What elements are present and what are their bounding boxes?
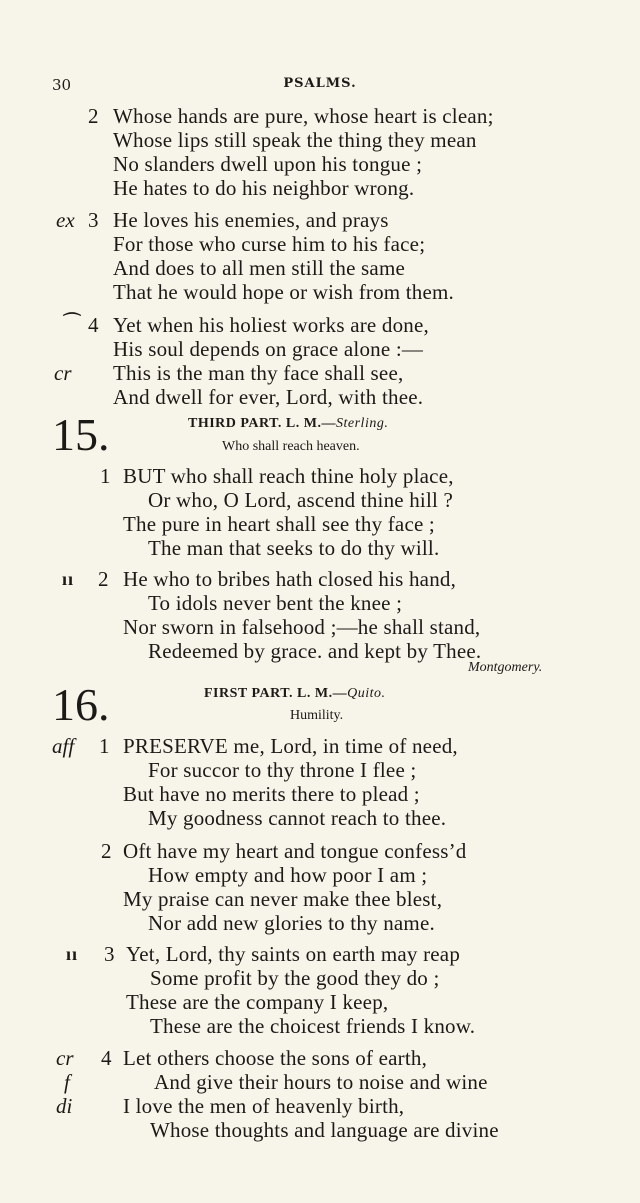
verse-line: This is the man thy face shall see,	[113, 361, 404, 385]
verse-line: I love the men of heavenly birth,	[123, 1094, 405, 1118]
verse-line: No slanders dwell upon his tongue ;	[113, 152, 423, 176]
verse-number: 3	[104, 942, 115, 966]
verse-line: Let others choose the sons of earth,	[123, 1046, 428, 1070]
verse-line: He loves his enemies, and prays	[113, 208, 389, 232]
verse-line: Nor add new glories to thy name.	[148, 911, 435, 935]
running-title: PSALMS.	[283, 76, 357, 91]
verse-line: And give their hours to noise and wine	[154, 1070, 488, 1094]
verse-line: My praise can never make thee blest,	[123, 887, 443, 911]
verse-line: These are the choicest friends I know.	[150, 1014, 476, 1038]
verse-line: Redeemed by grace. and kept by Thee.	[148, 639, 482, 663]
tune-name: Sterling.	[336, 416, 389, 431]
verse-line: Oft have my heart and tongue confess’d	[123, 839, 467, 863]
verse-line: BUT who shall reach thine holy place,	[123, 464, 454, 488]
verse-line: PRESERVE me, Lord, in time of need,	[123, 734, 458, 758]
psalm-number: 15.	[52, 409, 110, 460]
breath-mark: ıı	[66, 944, 79, 964]
tune-name: Quito.	[347, 686, 386, 701]
dynamic-mark: f	[64, 1070, 70, 1094]
verse-line: Yet when his holiest works are done,	[113, 313, 429, 337]
verse-line: He who to bribes hath closed his hand,	[123, 567, 457, 591]
verse-number: 2	[98, 567, 109, 591]
verse-line: But have no merits there to plead ;	[123, 782, 420, 806]
verse-line: His soul depends on grace alone :—	[113, 337, 424, 361]
verse-line: My goodness cannot reach to thee.	[148, 806, 447, 830]
verse-line: Whose thoughts and language are divine	[150, 1118, 499, 1142]
verse-line: Yet, Lord, thy saints on earth may reap	[126, 942, 461, 966]
verse-line: Whose lips still speak the thing they mean	[113, 128, 477, 152]
verse-line: For succor to thy throne I flee ;	[148, 758, 417, 782]
dynamic-mark: aff	[52, 734, 75, 758]
dynamic-mark: cr	[54, 361, 72, 385]
page-number: 30	[52, 76, 72, 94]
verse-line: The pure in heart shall see thy face ;	[123, 512, 435, 536]
breath-mark: ıı	[62, 569, 75, 589]
page-header	[0, 76, 640, 96]
author-credit: Montgomery.	[468, 660, 543, 675]
verse-line: Whose hands are pure, whose heart is clean;	[113, 104, 494, 128]
verse-number: 3	[88, 208, 99, 232]
dynamic-mark: cr	[56, 1046, 74, 1070]
part-label: THIRD PART. L. M.—	[188, 416, 336, 431]
psalm-subtitle: Humility.	[290, 708, 344, 723]
verse-line: He hates to do his neighbor wrong.	[113, 176, 415, 200]
psalm-number: 16.	[52, 679, 110, 730]
part-heading	[204, 686, 385, 702]
verse-number: 2	[101, 839, 112, 863]
dynamic-mark: ex	[56, 208, 75, 232]
verse-line: Or who, O Lord, ascend thine hill ?	[148, 488, 454, 512]
verse-line: Some profit by the good they do ;	[150, 966, 440, 990]
psalm-subtitle: Who shall reach heaven.	[222, 439, 360, 454]
verse-line: These are the company I keep,	[126, 990, 389, 1014]
verse-number: 2	[88, 104, 99, 128]
verse-line: Nor sworn in falsehood ;—he shall stand,	[123, 615, 481, 639]
verse-number: 4	[88, 313, 99, 337]
verse-line: How empty and how poor I am ;	[148, 863, 428, 887]
verse-line: For those who curse him to his face;	[113, 232, 426, 256]
verse-number: 4	[101, 1046, 112, 1070]
verse-line: And dwell for ever, Lord, with thee.	[113, 385, 424, 409]
part-label: FIRST PART. L. M.—	[204, 686, 348, 701]
verse-line: To idols never bent the knee ;	[148, 591, 403, 615]
verse-number: 1	[100, 464, 111, 488]
verse-number: 1	[99, 734, 110, 758]
verse-line: That he would hope or wish from them.	[113, 280, 455, 304]
part-heading	[188, 416, 388, 432]
verse-line: The man that seeks to do thy will.	[148, 536, 440, 560]
crescendo-mark: ⌒	[63, 312, 82, 332]
dynamic-mark: di	[56, 1094, 73, 1118]
verse-line: And does to all men still the same	[113, 256, 406, 280]
